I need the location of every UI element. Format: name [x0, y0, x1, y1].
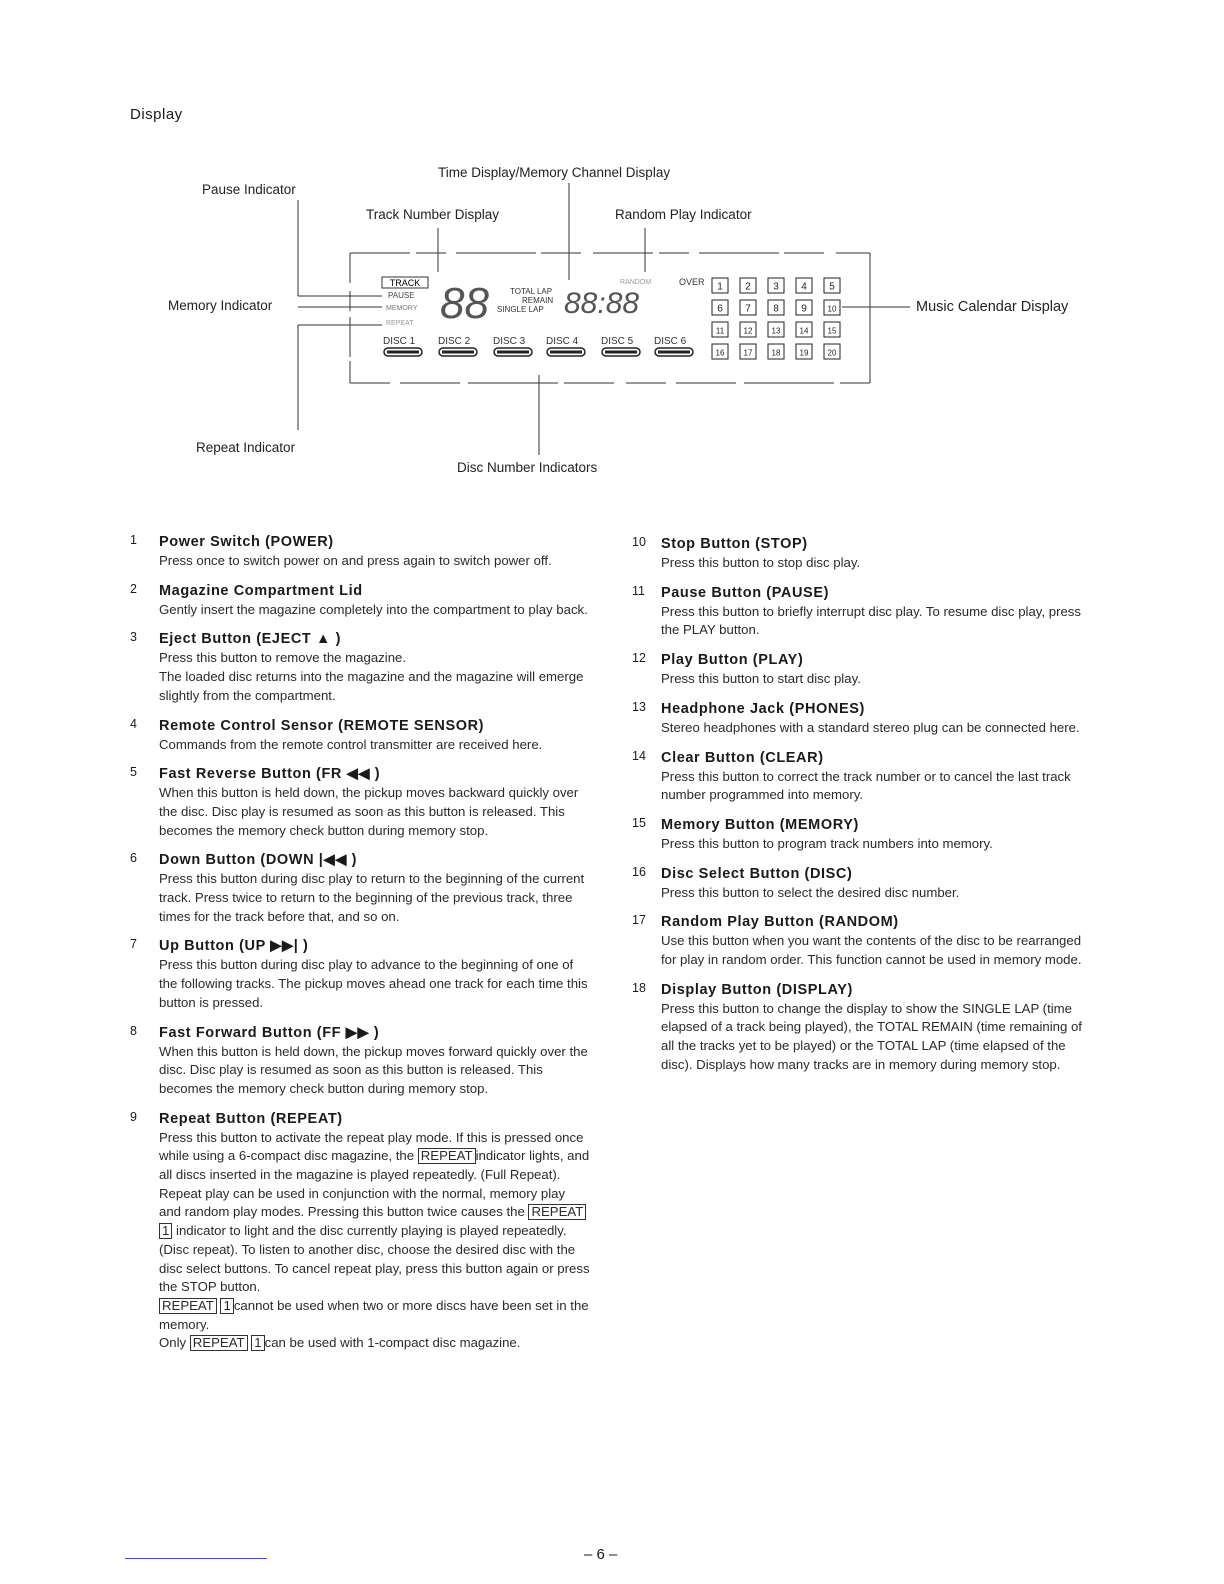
lcd-disc-indicator-bar: [658, 351, 690, 354]
item-desc: Press this button to select the desired disc number.: [661, 884, 960, 900]
list-item: 10 Stop Button (STOP) Press this button to stop disc play.: [632, 534, 1092, 573]
lcd-pause-label: PAUSE: [388, 291, 415, 300]
item-desc: When this button is held down, the pickup moves forward quickly over the disc. Disc play is resumed as soon as this button is released. This becomes the memory check button during memory stop.: [159, 1043, 588, 1096]
repeat-one-box: 1: [220, 1298, 233, 1314]
list-item: 9 Repeat Button (REPEAT) Press this button to activate the repeat play mode. If this is pressed once while using a 6-compact disc magazine, the REPEAT indicator lights, and all discs inserted in the magazine is played repeatedly. (Full Repeat). Repeat play can be used in conjunction with the normal, memory play and random play modes. Pressing this button twice causes the REPEAT 1 indicator to light and the disc currently playing is played repeatedly. (Disc repeat). To listen to another disc, choose the desired disc with the disc select buttons. To cancel repeat play, press this button again or press the STOP button. REPEAT 1 cannot be used when two or more discs have been set in the memory. Only REPEAT 1 can be used with 1-compact disc magazine.: [130, 1109, 590, 1353]
callout-memory-indicator: Memory Indicator: [168, 298, 273, 313]
calendar-number: 7: [745, 303, 751, 315]
callout-time-display: Time Display/Memory Channel Display: [438, 165, 671, 180]
list-item: 2 Magazine Compartment Lid Gently insert the magazine completely into the compartment to play back.: [130, 581, 590, 620]
item-desc: Use this button when you want the contents of the disc to be rearranged for play in random order. This function cannot be used in memory mode.: [661, 933, 1082, 968]
list-item: 1 Power Switch (POWER) Press once to switch power on and press again to switch power off.: [130, 532, 590, 571]
repeat-one-box: 1: [159, 1223, 172, 1239]
calendar-number: 11: [715, 326, 725, 336]
item-desc: Press this button to stop disc play.: [661, 555, 861, 570]
calendar-number: 12: [743, 326, 753, 336]
lcd-repeat-label: REPEAT: [386, 320, 414, 327]
calendar-number: 8: [773, 303, 779, 315]
item-title: Fast Reverse Button (FR ◀◀ ): [159, 766, 381, 783]
item-title: Display Button (DISPLAY): [661, 981, 853, 998]
repeat-indicator-box: REPEAT: [190, 1335, 248, 1351]
list-item: 14 Clear Button (CLEAR) Press this button to correct the track number or to cancel the last track number programmed into memory.: [632, 748, 1092, 805]
item-desc: Press this button to activate the repeat play mode. If this is pressed once while using a 6-compact disc magazine, the REPEAT indicator lights, and all discs inserted in the magazine is played repeatedly. (Full Repeat). Repeat play can be used in conjunction with the normal, memory play and random play modes. Pressing this button twice causes the REPEAT 1 indicator to light and the disc currently playing is played repeatedly. (Disc repeat). To listen to another disc, choose the desired disc with the disc select buttons. To cancel repeat play, press this button again or press the STOP button. REPEAT 1 cannot be used when two or more discs have been set in the memory. Only REPEAT 1 can be used with 1-compact disc magazine.: [159, 1129, 590, 1351]
calendar-number: 1: [717, 281, 723, 293]
item-title: Remote Control Sensor (REMOTE SENSOR): [159, 717, 485, 734]
calendar-number: 15: [827, 326, 837, 336]
callout-disc-number: Disc Number Indicators: [457, 460, 598, 475]
item-desc: When this button is held down, the pickup moves backward quickly over the disc. Disc play is resumed as soon as this button is released. This becomes the memory check button during memory stop.: [159, 785, 579, 838]
lcd-remain: REMAIN: [522, 296, 554, 305]
lcd-disc-indicator-bar: [497, 351, 529, 354]
calendar-number: 10: [827, 304, 837, 314]
repeat-indicator-box: REPEAT: [159, 1298, 217, 1314]
item-title: Clear Button (CLEAR): [661, 749, 824, 766]
calendar-number: 6: [717, 303, 723, 315]
lcd-disc-indicator-bar: [442, 351, 474, 354]
callout-repeat-indicator: Repeat Indicator: [196, 440, 296, 455]
item-title: Power Switch (POWER): [159, 534, 334, 550]
left-column: [130, 532, 590, 1363]
calendar-number: 20: [827, 348, 837, 358]
lcd-random-label: RANDOM: [620, 279, 652, 286]
lcd-disc-label: DISC 3: [493, 336, 526, 347]
item-title: Fast Forward Button (FF ▶▶ ): [159, 1024, 380, 1041]
calendar-number: 4: [801, 281, 807, 293]
item-title: Stop Button (STOP): [661, 536, 808, 552]
item-desc: Press this button to remove the magazine. The loaded disc returns into the magazine and the magazine will emerge slightly from the compartment.: [159, 650, 584, 703]
repeat-one-box: 1: [251, 1335, 264, 1351]
item-title: Headphone Jack (PHONES): [661, 700, 865, 717]
list-item: 11 Pause Button (PAUSE) Press this button to briefly interrupt disc play. To resume disc play, press the PLAY button.: [632, 583, 1092, 640]
item-title: Up Button (UP ▶▶| ): [159, 938, 309, 955]
list-item: 12 Play Button (PLAY) Press this button to start disc play.: [632, 650, 1092, 689]
item-desc: Stereo headphones with a standard stereo plug can be connected here.: [661, 719, 1080, 735]
page-number: – 6 –: [584, 1546, 618, 1563]
lcd-memory-label: MEMORY: [386, 305, 418, 312]
repeat-indicator-box: REPEAT: [528, 1204, 586, 1220]
item-desc: Gently insert the magazine completely into the compartment to play back.: [159, 601, 588, 617]
calendar-number: 13: [771, 326, 781, 336]
item-desc: Press this button during disc play to advance to the beginning of one of the following tracks. The pickup moves ahead one track for each time this button is pressed.: [159, 957, 588, 1010]
callout-track-number: Track Number Display: [366, 207, 500, 222]
item-desc: Press this button to change the display to show the SINGLE LAP (time elapsed of a track being played), the TOTAL REMAIN (time remaining of all the tracks yet to be played) or the TOTAL LAP (time elapsed of the disc). Displays how many tracks are in memory during memory stop.: [661, 1000, 1082, 1072]
callout-pause-indicator: Pause Indicator: [202, 182, 296, 197]
list-item: 8 Fast Forward Button (FF ▶▶ ) When this button is held down, the pickup moves forward quickly over the disc. Disc play is resumed as soon as this button is released. This becomes the memory check button during memory stop.: [130, 1023, 590, 1099]
item-desc: Press this button during disc play to return to the beginning of the current track. Press twice to return to the beginning of the previous track, three times for the track before that, and so on.: [159, 871, 585, 924]
item-title: Repeat Button (REPEAT): [159, 1110, 343, 1127]
item-title: Eject Button (EJECT ▲ ): [159, 631, 342, 648]
list-item: 6 Down Button (DOWN |◀◀ ) Press this button during disc play to return to the beginning of the current track. Press twice to return to the beginning of the previous track, three times for the track before that, and so on.: [130, 850, 590, 926]
footer-rule: [125, 1558, 267, 1559]
item-desc: Press once to switch power on and press again to switch power off.: [159, 553, 552, 568]
item-title: Play Button (PLAY): [661, 652, 804, 669]
item-desc: Press this button to briefly interrupt disc play. To resume disc play, press the PLAY button.: [661, 603, 1081, 638]
item-title: Down Button (DOWN |◀◀ ): [159, 852, 358, 869]
lcd-track-label: TRACK: [389, 278, 421, 288]
item-title: Pause Button (PAUSE): [661, 584, 830, 601]
item-title: Memory Button (MEMORY): [661, 816, 859, 833]
list-item: 16 Disc Select Button (DISC) Press this button to select the desired disc number.: [632, 864, 1092, 903]
lcd-time-digits: 88:88: [564, 287, 640, 320]
calendar-number: 14: [799, 326, 809, 336]
callout-random-play: Random Play Indicator: [615, 207, 752, 222]
lcd-disc-indicator-bar: [550, 351, 582, 354]
right-column: [632, 534, 1092, 1085]
item-desc: Press this button to correct the track number or to cancel the last track number programmed into memory.: [661, 768, 1071, 803]
lcd-disc-indicator-bar: [387, 351, 419, 354]
item-desc: Press this button to program track numbers into memory.: [661, 835, 993, 851]
calendar-number: 9: [801, 303, 807, 315]
lcd-disc-label: DISC 2: [438, 336, 471, 347]
lcd-disc-label: DISC 6: [654, 336, 687, 347]
list-item: 7 Up Button (UP ▶▶| ) Press this button during disc play to advance to the beginning of one of the following tracks. The pickup moves ahead one track for each time this button is pressed.: [130, 936, 590, 1012]
item-desc: Press this button to start disc play.: [661, 671, 861, 687]
list-item: 5 Fast Reverse Button (FR ◀◀ ) When this button is held down, the pickup moves backward quickly over the disc. Disc play is resumed as soon as this button is released. This becomes the memory check button during memory stop.: [130, 764, 590, 840]
list-item: 15 Memory Button (MEMORY) Press this button to program track numbers into memory.: [632, 815, 1092, 854]
repeat-indicator-box: REPEAT: [418, 1148, 476, 1164]
item-title: Disc Select Button (DISC): [661, 865, 853, 882]
item-title: Magazine Compartment Lid: [159, 582, 363, 599]
calendar-number: 16: [715, 348, 725, 358]
calendar-number: 18: [771, 348, 781, 358]
list-item: 3 Eject Button (EJECT ▲ ) Press this button to remove the magazine. The loaded disc returns into the magazine and the magazine will emerge slightly from the compartment.: [130, 629, 590, 705]
lcd-total-lap: TOTAL LAP: [510, 287, 553, 296]
calendar-number: 17: [743, 348, 753, 358]
list-item: 4 Remote Control Sensor (REMOTE SENSOR) Commands from the remote control transmitter are received here.: [130, 716, 590, 755]
lcd-disc-indicator-bar: [605, 351, 637, 354]
lcd-disc-label: DISC 5: [601, 336, 634, 347]
list-item: 13 Headphone Jack (PHONES) Stereo headphones with a standard stereo plug can be connected here.: [632, 699, 1092, 738]
item-desc: Commands from the remote control transmitter are received here.: [159, 736, 543, 752]
lcd-disc-label: DISC 1: [383, 336, 416, 347]
callout-music-calendar: Music Calendar Display: [916, 299, 1069, 315]
display-diagram: [0, 0, 1224, 500]
lcd-disc-label: DISC 4: [546, 336, 579, 347]
section-title: Display: [130, 106, 183, 123]
calendar-number: 3: [773, 281, 779, 293]
calendar-number: 19: [799, 348, 809, 358]
list-item: 18 Display Button (DISPLAY) Press this button to change the display to show the SINGLE LAP (time elapsed of a track being played), the TOTAL REMAIN (time remaining of all the tracks yet to be played) or the TOTAL LAP (time elapsed of the disc). Displays how many tracks are in memory during memory stop.: [632, 980, 1092, 1075]
lcd-single-lap: SINGLE LAP: [497, 305, 544, 314]
calendar-number: 2: [745, 281, 751, 293]
display-diagram-lines: [0, 0, 1224, 500]
lcd-over-label: OVER: [679, 277, 705, 287]
calendar-number: 5: [829, 281, 835, 293]
list-item: 17 Random Play Button (RANDOM) Use this button when you want the contents of the disc to be rearranged for play in random order. This function cannot be used in memory mode.: [632, 912, 1092, 969]
item-title: Random Play Button (RANDOM): [661, 914, 899, 931]
lcd-track-digits: 88: [440, 279, 489, 328]
